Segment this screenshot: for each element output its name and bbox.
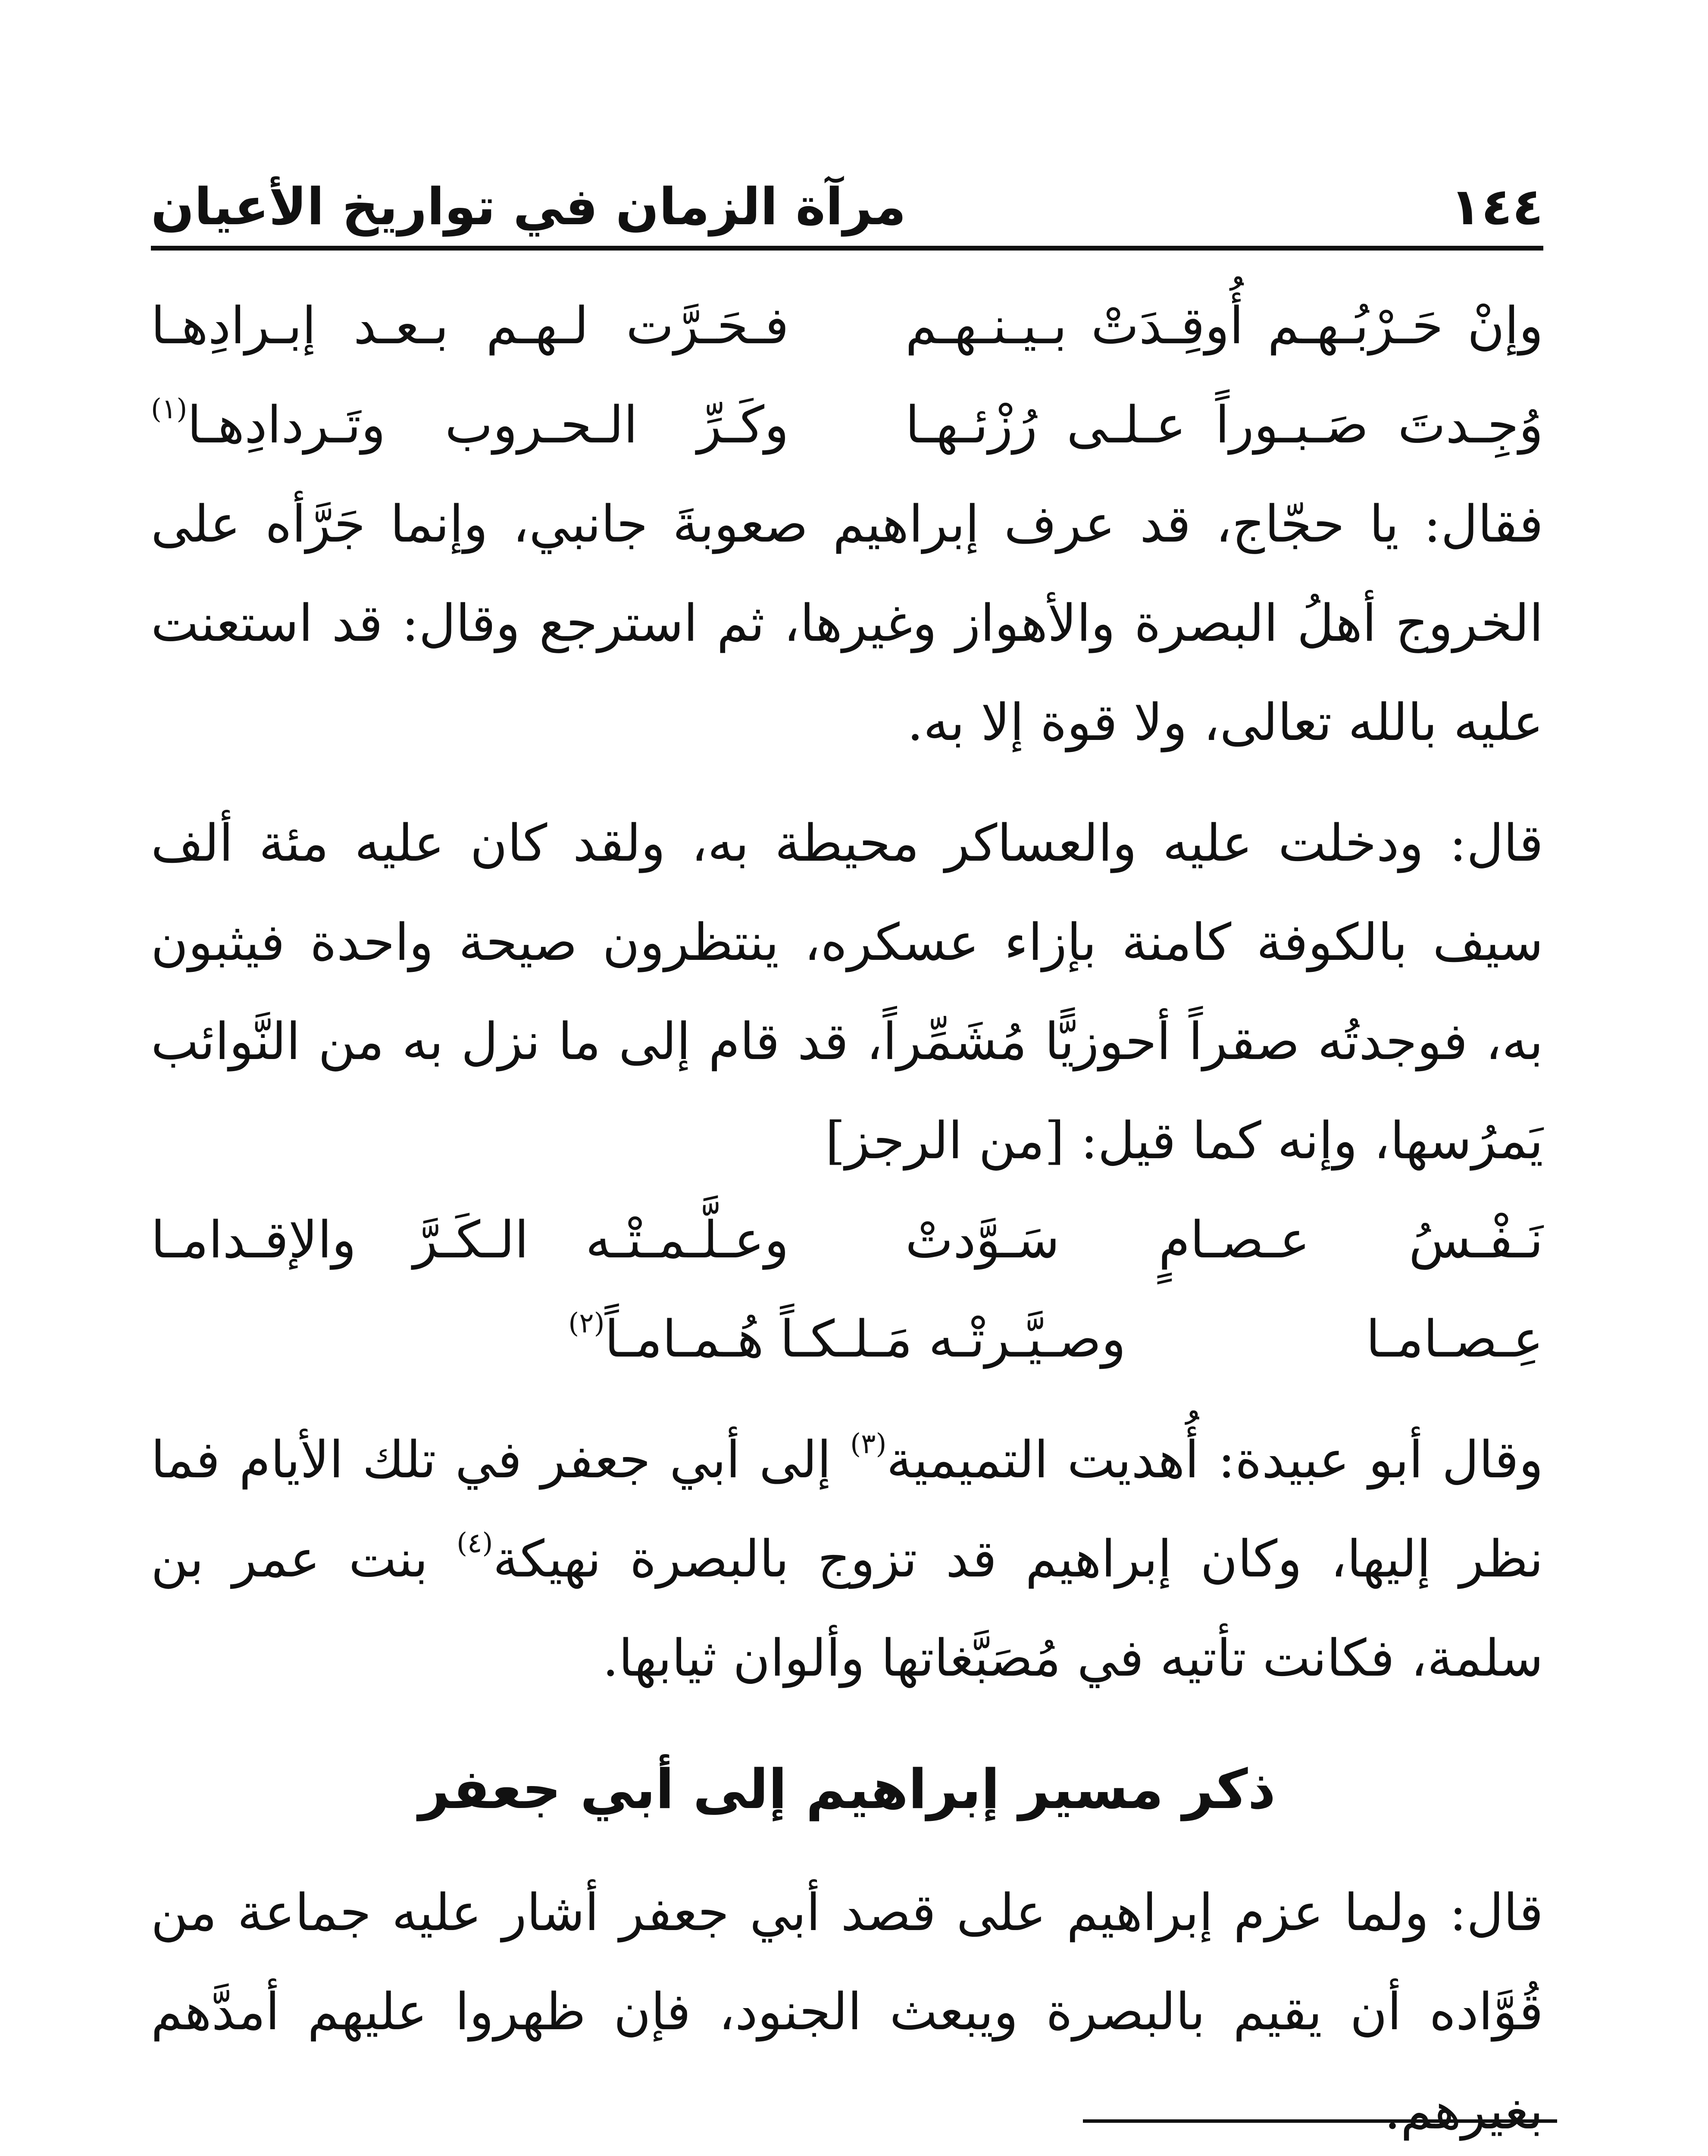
poem-verse <box>151 276 1543 375</box>
paragraph-text: وقال أبو عبيدة: أُهديت التميمية <box>886 1430 1543 1489</box>
verse-second-hemistich: فـحَـرَّت لـهـم بـعـد إبـرادِهـا <box>151 296 789 355</box>
paragraph-text: بنت عمر بن سلمة، فكانت تأتيه في مُصَبَّغاتها وألوان ثيابها. <box>151 1529 1543 1688</box>
footnote-divider <box>1083 2119 1557 2123</box>
footnote-ref: (٤) <box>457 1527 493 1559</box>
paragraph: فقال: يا حجّاج، قد عرف إبراهيم صعوبةَ جانبي، وإنما جَرَّأه على الخروج أهلُ البصرة والأهواز وغيرها، ثم استرجع وقال: قد استعنت عليه بالله تعالى، ولا قوة إلا به. <box>151 494 1544 752</box>
page-header <box>151 164 1543 251</box>
section-heading: ذكر مسير إبراهيم إلى أبي جعفر <box>418 1758 1276 1821</box>
footnote-ref: (٢) <box>568 1307 605 1339</box>
poem-verse <box>151 1289 1543 1388</box>
verse-text: وصـيَّـرتْـه مَـلـكـاً هُـمـامـاً <box>604 1309 1126 1369</box>
footnote-ref: (٣) <box>850 1428 887 1460</box>
page-body <box>151 276 1543 2156</box>
paragraph: قال: ولما عزم إبراهيم على قصد أبي جعفر أشار عليه جماعة من قُوَّاده أن يقيم بالبصرة ويبعث الجنود، فإن ظهروا عليهم أمدَّهم بغيرهم. <box>151 1883 1543 2140</box>
verse-first-hemistich: وإنْ حَـرْبُـهـم أُوقِـدَتْ بـيـنـهـم <box>905 296 1543 355</box>
paragraph <box>151 1410 1543 1708</box>
book-title: مرآة الزمان في تواريخ الأعيان <box>151 177 906 236</box>
paragraph: قال: ودخلت عليه والعساكر محيطة به، ولقد كان عليه مئة ألف سيف بالكوفة كامنة بإزاء عسكره، ينتظرون صيحة واحدة فيثبون به، فوجدتُه صقراً أحوزيًّا مُشَمِّراً، قد قام إلى ما نزل به من النَّوائب يَمرُسها، وإنه كما قيل: [من الرجز] <box>151 813 1543 1170</box>
page-number: ١٤٤ <box>1450 177 1543 236</box>
verse-second-hemistich <box>151 375 789 474</box>
footnote-ref: (١) <box>151 393 188 425</box>
verse-text: وكَـرِّ الـحـروب وتَـردادِهـا <box>187 395 789 454</box>
footnote <box>151 2145 1543 2156</box>
footnotes <box>151 2145 1543 2156</box>
verse-single-hemistich <box>568 1289 1126 1388</box>
poem-verse <box>151 375 1543 474</box>
verse-first-hemistich: نَـفْـسُ عـصـامٍ سَـوَّدتْ عِـصـامـا <box>905 1210 1543 1369</box>
verse-second-hemistich: وعـلَّـمـتْـه الـكَـرَّ والإقـدامـا <box>151 1210 789 1269</box>
verse-first-hemistich: وُجِـدتَ صَـبـوراً عـلـى رُزْئـهـا <box>905 395 1543 454</box>
paragraph-text: إلى أبي جعفر في تلك الأيام فما نظر إليها، وكان إبراهيم قد تزوج بالبصرة نهيكة <box>151 1430 1543 1589</box>
